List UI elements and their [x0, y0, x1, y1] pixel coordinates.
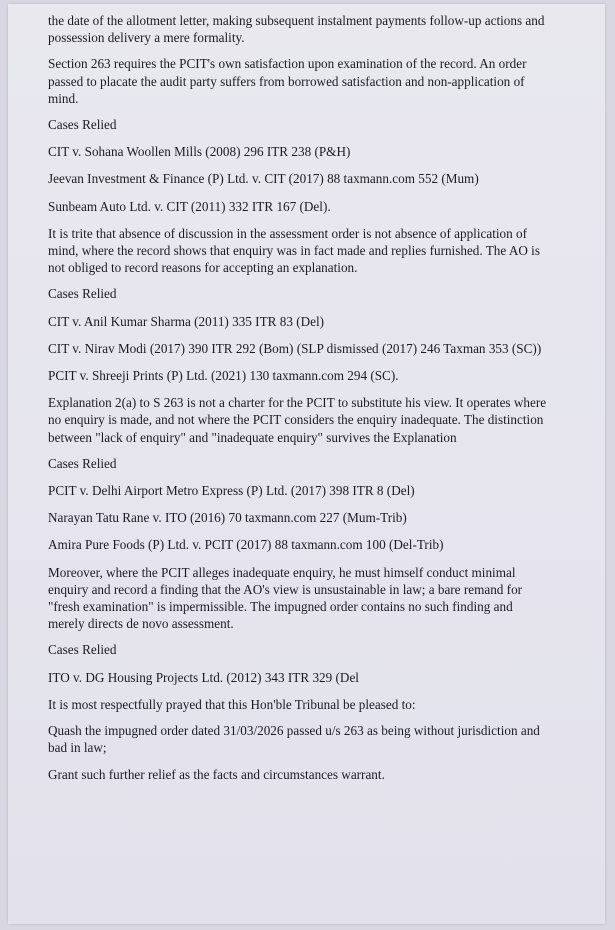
- prayer-item: Grant such further relief as the facts and circumstances warrant.: [48, 766, 385, 782]
- case-citation: Amira Pure Foods (P) Ltd. v. PCIT (2017) 88 taxmann.com 100 (Del-Trib): [48, 537, 444, 553]
- paragraph: It is trite that absence of discussion in the assessment order is not absence of application of mind, where the record shows that enquiry was in fact made and replies furnished. The AO is not obliged to record reasons for accepting an explanation.: [48, 225, 540, 276]
- cases-relied-heading: Cases Relied: [48, 642, 117, 658]
- paragraph: Explanation 2(a) to S 263 is not a charter for the PCIT to substitute his view. It operates where no enquiry is made, and not where the PCIT considers the enquiry inadequate. The distinction between "lack of enquiry" and "inadequate enquiry" survives the Explanation: [48, 395, 547, 445]
- case-citation: Sunbeam Auto Ltd. v. CIT (2011) 332 ITR 167 (Del).: [48, 198, 331, 214]
- cases-relied-heading: Cases Relied: [48, 455, 117, 471]
- cases-relied-heading: Cases Relied: [48, 117, 117, 133]
- case-citation: PCIT v. Delhi Airport Metro Express (P) Ltd. (2017) 398 ITR 8 (Del): [48, 483, 415, 499]
- prayer-intro: It is most respectfully prayed that this Hon'ble Tribunal be pleased to:: [48, 696, 416, 712]
- case-citation: Narayan Tatu Rane v. ITO (2016) 70 taxmann.com 227 (Mum-Trib): [48, 510, 407, 526]
- case-citation: CIT v. Sohana Woollen Mills (2008) 296 ITR 238 (P&H): [48, 144, 351, 160]
- paragraph: Moreover, where the PCIT alleges inadequate enquiry, he must himself conduct minimal enquiry and record a finding that the AO's view is unsustainable in law; a bare remand for "fresh examination" is impermissible. The impugned order contains no such finding and merely directs de novo assessment.: [48, 564, 523, 632]
- case-citation: CIT v. Anil Kumar Sharma (2011) 335 ITR 83 (Del): [48, 313, 325, 329]
- paragraph: the date of the allotment letter, making subsequent instalment payments follow-up actions and possession delivery a mere formality.: [48, 13, 545, 46]
- document-body: [48, 12, 548, 792]
- cases-relied-heading: Cases Relied: [48, 286, 117, 302]
- case-citation: ITO v. DG Housing Projects Ltd. (2012) 343 ITR 329 (Del: [48, 669, 359, 685]
- paragraph: Section 263 requires the PCIT's own satisfaction upon examination of the record. An order passed to placate the audit party suffers from borrowed satisfaction and non-application of mind.: [48, 56, 527, 106]
- prayer-item: Quash the impugned order dated 31/03/2026 passed u/s 263 as being without jurisdiction and bad in law;: [48, 723, 540, 756]
- case-citation: Jeevan Investment & Finance (P) Ltd. v. CIT (2017) 88 taxmann.com 552 (Mum): [48, 171, 479, 187]
- case-citation: PCIT v. Shreeji Prints (P) Ltd. (2021) 130 taxmann.com 294 (SC).: [48, 368, 399, 384]
- prayer-list: [48, 722, 548, 783]
- case-citation: CIT v. Nirav Modi (2017) 390 ITR 292 (Bom) (SLP dismissed (2017) 246 Taxman 353 (SC)): [48, 340, 542, 356]
- document-page: [8, 4, 605, 924]
